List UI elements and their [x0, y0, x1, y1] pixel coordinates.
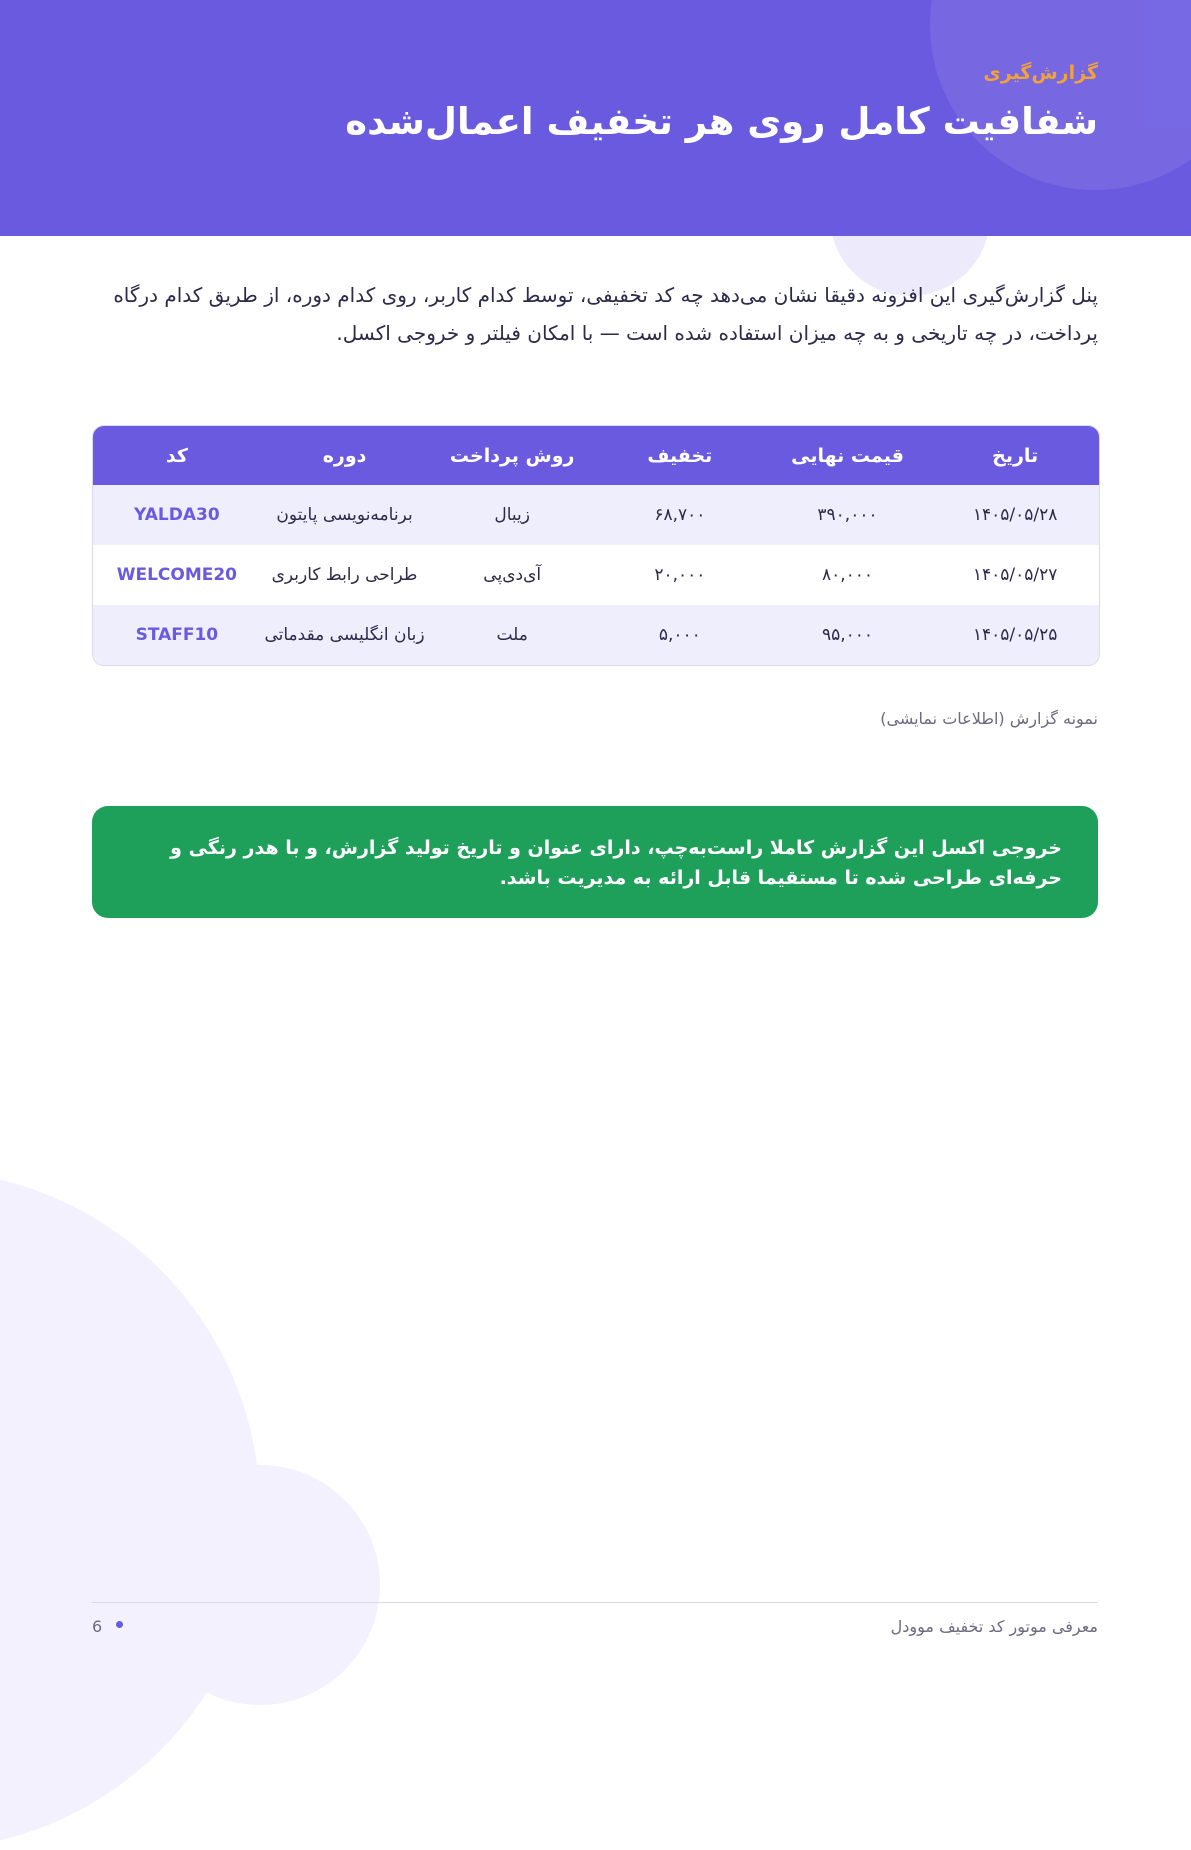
cell-discount: ۶۸,۷۰۰	[596, 485, 764, 545]
cell-code: YALDA30	[93, 485, 261, 545]
page-header	[0, 0, 1191, 236]
cell-discount: ۵,۰۰۰	[596, 605, 764, 665]
cell-payment-method: آی‌دی‌پی	[428, 545, 596, 605]
cell-final-price: ۹۵,۰۰۰	[764, 605, 932, 665]
cell-payment-method: ملت	[428, 605, 596, 665]
section-eyebrow: گزارش‌گیری	[983, 62, 1098, 84]
decorative-circle	[830, 136, 990, 296]
cell-date: ۱۴۰۵/۰۵/۲۷	[931, 545, 1099, 605]
cell-course: طراحی رابط کاربری	[261, 545, 429, 605]
cell-final-price: ۸۰,۰۰۰	[764, 545, 932, 605]
callout-box	[92, 806, 1098, 918]
table-caption: نمونه گزارش (اطلاعات نمایشی)	[880, 709, 1098, 728]
column-header-final-price: قیمت نهایی	[764, 426, 932, 485]
cell-discount: ۲۰,۰۰۰	[596, 545, 764, 605]
cell-course: برنامه‌نویسی پایتون	[261, 485, 429, 545]
report-table	[92, 425, 1100, 666]
cell-date: ۱۴۰۵/۰۵/۲۵	[931, 605, 1099, 665]
column-header-code: کد	[93, 426, 261, 485]
cell-date: ۱۴۰۵/۰۵/۲۸	[931, 485, 1099, 545]
table-row	[93, 545, 1099, 605]
decorative-circle	[140, 1465, 380, 1705]
cell-code: STAFF10	[93, 605, 261, 665]
column-header-payment-method: روش پرداخت	[428, 426, 596, 485]
table-row	[93, 605, 1099, 665]
column-header-date: تاریخ	[931, 426, 1099, 485]
table-header-row	[93, 426, 1099, 485]
table-row	[93, 485, 1099, 545]
column-header-course: دوره	[261, 426, 429, 485]
intro-paragraph: پنل گزارش‌گیری این افزونه دقیقا نشان می‌دهد چه کد تخفیفی، توسط کدام کاربر، روی کدام دوره، از طریق کدام درگاه پرداخت، در چه تاریخی و به چه میزان استفاده شده است — با امکان فیلتر و خروجی اکسل.	[113, 283, 1098, 345]
cell-course: زبان انگلیسی مقدماتی	[261, 605, 429, 665]
column-header-discount: تخفیف	[596, 426, 764, 485]
footer-divider	[92, 1602, 1098, 1603]
page-dot-icon	[116, 1621, 123, 1628]
footer-title: معرفی موتور کد تخفیف موودل	[890, 1617, 1098, 1636]
cell-final-price: ۳۹۰,۰۰۰	[764, 485, 932, 545]
callout-text: خروجی اکسل این گزارش کاملا راست‌به‌چپ، دارای عنوان و تاریخ تولید گزارش، و با هدر رنگی و حرفه‌ای طراحی شده تا مستقیما قابل ارائه به مدیریت باشد.	[170, 837, 1062, 889]
cell-code: WELCOME20	[93, 545, 261, 605]
cell-payment-method: زیبال	[428, 485, 596, 545]
page-number: 6	[92, 1617, 103, 1636]
page-title: شفافیت کامل روی هر تخفیف اعمال‌شده	[345, 100, 1098, 143]
